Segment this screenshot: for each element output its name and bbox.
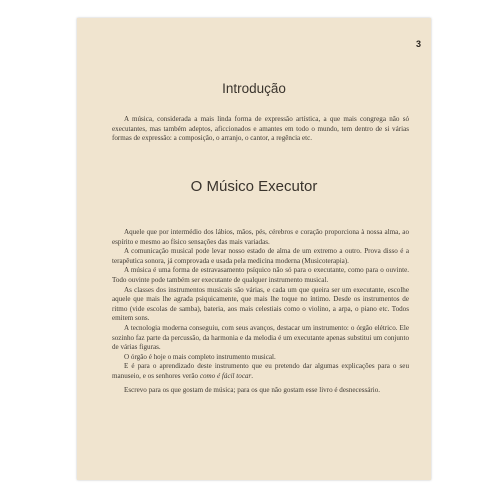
paragraph: O órgão é hoje o mais completo instrumento musical. — [124, 352, 276, 361]
section-title-musico-executor: O Músico Executor — [190, 178, 318, 195]
paragraph: Escrevo para os que gostam de música; para os que não gostam esse livro é desnecessário. — [124, 385, 381, 394]
paragraph: A comunicação musical pode levar nosso estado de alma de um extremo a outro. Prova disso é a terapêutica sonora, já comprovada e usada pela medicina moderna (Musicoterapia). — [112, 247, 409, 265]
book-page — [77, 18, 431, 480]
paragraph: Aquele que por intermédio dos lábios, mãos, pés, cérebros e coração proporciona à nossa alma, ao espírito e mesmo ao físico sensações das mais variadas. — [112, 228, 409, 246]
paragraph — [112, 362, 409, 381]
paragraph-end: . — [251, 371, 254, 380]
intro-paragraph: A música, considerada a mais linda forma de expressão artística, a que mais congrega não só executantes, mas também adeptos, aficcionados e amantes em todo o mundo, tem dentro de si várias formas de expressão: a composição, o arranjo, o cantor, a regência etc. — [112, 115, 409, 143]
paragraph: As classes dos instrumentos musicais são várias, e cada um que queira ser um executante, escolhe aquele que mais lhe agrada psiquicamente, que mais lhe toque no íntimo. Desde os instrumentos de ritmo (vide escolas de samba), bateria, aos mais celestiais como o violino, a arpa, o piano etc. Todos emitem sons. — [112, 285, 409, 323]
italic-phrase: como é fácil tocar — [199, 371, 252, 380]
section-title-introducao: Introdução — [222, 81, 286, 96]
paragraph-text: E é para o aprendizado deste instrumento que eu pretendo dar algumas explicações para o seu manuseio, e os senhores verão — [112, 362, 409, 380]
intro-text — [112, 115, 409, 144]
paragraph: A música é uma forma de estravasamento psíquico não só para o executante, como para o ouvinte. Todo ouvinte pode também ser executante de qualquer instrumento musical. — [112, 266, 409, 284]
musico-executor-text — [112, 228, 409, 395]
paragraph: A tecnologia moderna conseguiu, com seus avanços, destacar um instrumento: o órgão elétrico. Ele sozinho faz parte da percussão, da harmonia e da melodia é um executante apenas substitui um conjunto de várias figuras. — [112, 323, 409, 352]
page-number: 3 — [415, 39, 421, 49]
